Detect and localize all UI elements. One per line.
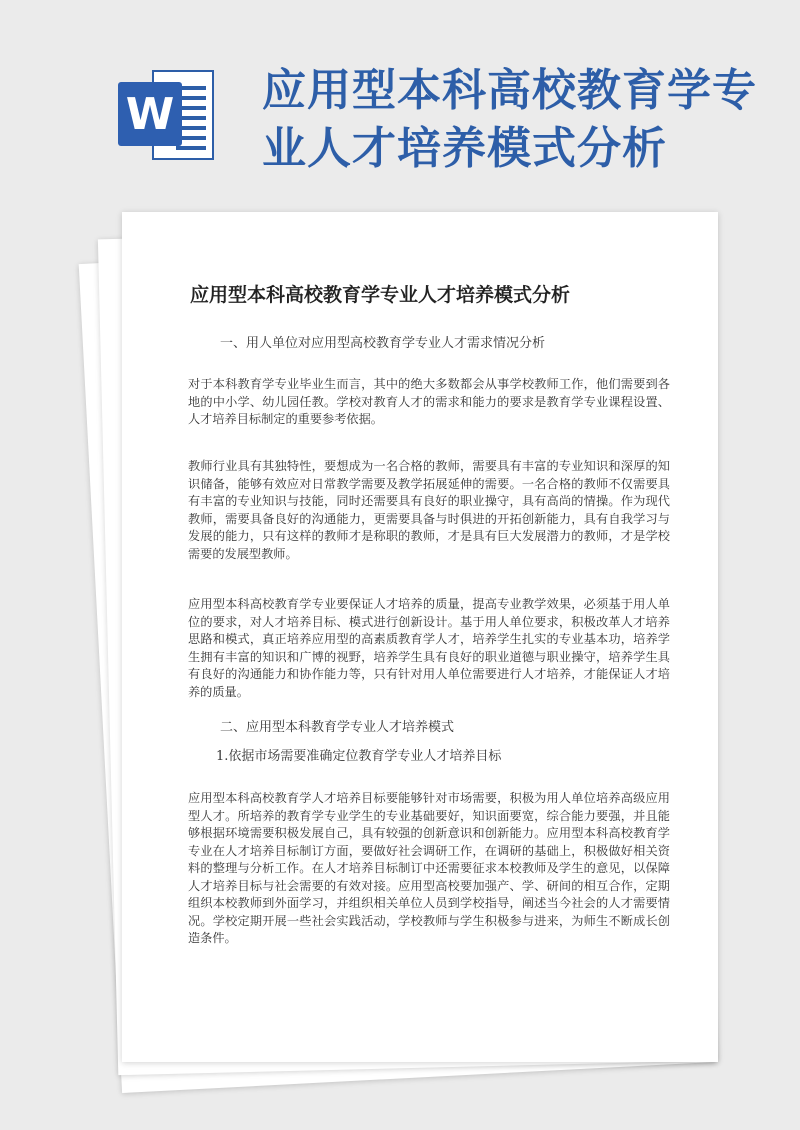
paragraph-2: 教师行业具有其独特性，要想成为一名合格的教师，需要具有丰富的专业知识和深厚的知识储备，能够有效应对日常教学需要及教学拓展延伸的需要。一名合格的教师不仅需要具有丰富的专业知识与技能，同时还需要具有良好的职业操守，具有高尚的情操。作为现代教师，需要具备良好的沟通能力，更需要具备与时俱进的开拓创新能力，具有自我学习与发展的能力，只有这样的教师才是称职的教师，才是具有巨大发展潜力的教师，才是学校需要的发展型教师。 — [188, 459, 670, 561]
paragraph-4: 应用型本科高校教育学人才培养目标要能够针对市场需要，积极为用人单位培养高级应用型人才。所培养的教育学专业学生的专业基础要好，知识面要宽，综合能力要强，并且能够根据环境需要积极发展自己，具有较强的创新意识和创新能力。应用型本科高校教育学专业在人才培养目标制订方面，要做好社会调研工作，在调研的基础上，积极做好相关资料的整理与分析工作。在人才培养目标制订中还需要征求本校教师及学生的意见，以保障人才培养目标与社会需要的有效对接。应用型高校要加强产、学、研间的相互合作，定期组织本校教师到外面学习，并组织相关单位人员到学校指导，阐述当今社会的人才需要情况。学校定期开展一些社会实践活动，学校教师与学生积极参与进来，为师生不断成长创造条件。 — [188, 791, 670, 945]
paragraph-1: 对于本科教育学专业毕业生而言，其中的绝大多数都会从事学校教师工作，他们需要到各地的中小学、幼儿园任教。学校对教育人才的需求和能力的要求是教育学专业课程设置、人才培养目标制定的重要参考依据。 — [188, 377, 670, 426]
banner-title: 应用型本科高校教育学专业人才培养模式分析 — [262, 65, 757, 174]
banner — [0, 0, 800, 200]
section-heading-2: 二、应用型本科教育学专业人才培养模式 — [220, 720, 455, 735]
word-document-icon — [118, 66, 218, 166]
subsection-heading-1: 1.依据市场需要准确定位教育学专业人才培养目标 — [216, 749, 502, 764]
document-title: 应用型本科高校教育学专业人才培养模式分析 — [190, 284, 571, 306]
paragraph-3: 应用型本科高校教育学专业要保证人才培养的质量，提高专业教学效果，必须基于用人单位的要求，对人才培养目标、模式进行创新设计。基于用人单位要求，积极改革人才培养思路和模式，真正培养应用型的高素质教育学人才，培养学生扎实的专业基本功，培养学生拥有丰富的知识和广博的视野，培养学生具有良好的职业道德与职业操守，培养学生具有良好的沟通能力和协作能力等，只有针对用人单位需要进行人才培养，才能保证人才培养的质量。 — [188, 597, 670, 699]
word-badge: W — [118, 82, 182, 146]
section-heading-1: 一、用人单位对应用型高校教育学专业人才需求情况分析 — [220, 336, 546, 351]
document-page — [122, 212, 718, 1062]
